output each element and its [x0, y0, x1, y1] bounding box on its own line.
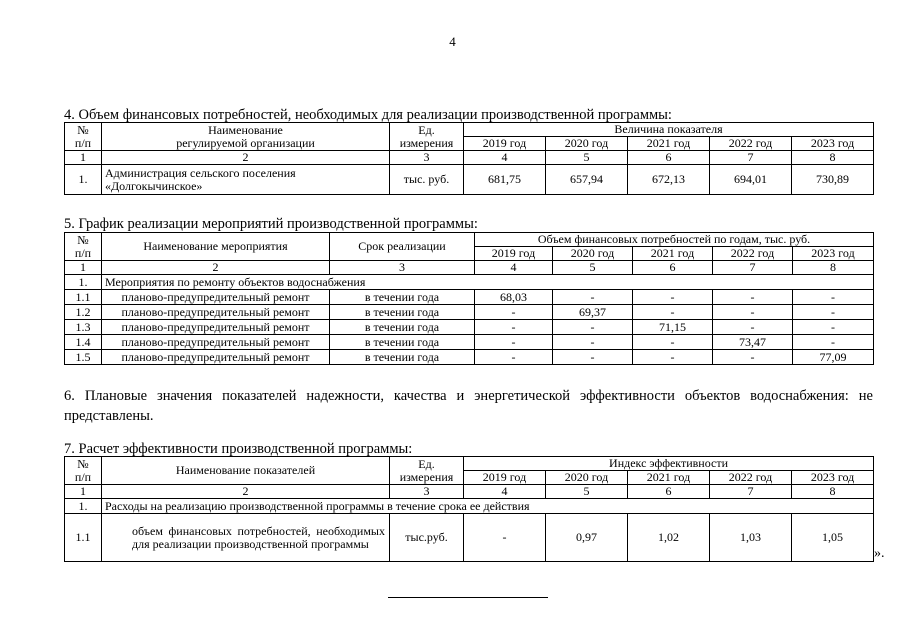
column-number-row [65, 261, 874, 275]
value-cell: 69,37 [553, 305, 633, 320]
col-number: 8 [792, 151, 874, 165]
value-cell: 672,13 [628, 165, 710, 195]
value-cell: - [475, 335, 553, 350]
col-number: 2 [102, 485, 390, 499]
col-number: 7 [710, 485, 792, 499]
row-num: 1.5 [65, 350, 102, 365]
row-name: планово-предупредительный ремонт [102, 350, 330, 365]
value-cell: 68,03 [475, 290, 553, 305]
year-header: 2019 год [475, 247, 553, 261]
col-number: 6 [628, 151, 710, 165]
value-cell: - [553, 320, 633, 335]
col-number: 1 [65, 261, 102, 275]
header-name-cell: Наименование регулируемой организации [102, 123, 390, 151]
value-cell: 730,89 [792, 165, 874, 195]
header-unit-cell: Ед. измерения [390, 457, 464, 485]
table-row [65, 335, 874, 350]
col-number: 7 [710, 151, 792, 165]
value-cell: - [633, 305, 713, 320]
year-header: 2022 год [713, 247, 793, 261]
group-row [65, 275, 874, 290]
value-cell: - [713, 320, 793, 335]
row-num: 1. [65, 275, 102, 290]
row-name: планово-предупредительный ремонт [102, 335, 330, 350]
row-num: 1.2 [65, 305, 102, 320]
group-label: Мероприятия по ремонту объектов водоснабжения [102, 275, 874, 290]
row-num: 1.1 [65, 514, 102, 562]
group-row [65, 499, 874, 514]
value-cell: 73,47 [713, 335, 793, 350]
value-cell: - [553, 290, 633, 305]
value-cell: 0,97 [546, 514, 628, 562]
row-name: планово-предупредительный ремонт [102, 305, 330, 320]
col-number: 5 [546, 485, 628, 499]
value-cell: - [793, 290, 874, 305]
row-name: Администрация сельского поселения «Долгокычинское» [102, 165, 390, 195]
header-num-cell: № п/п [65, 233, 102, 261]
col-number: 8 [793, 261, 874, 275]
value-cell: 77,09 [793, 350, 874, 365]
section-4-table [64, 122, 874, 195]
col-number: 8 [792, 485, 874, 499]
col-number: 3 [390, 485, 464, 499]
header-name-cell: Наименование показателей [102, 457, 390, 485]
col-number: 2 [102, 261, 330, 275]
header-unit-cell: Ед. измерения [390, 123, 464, 151]
col-number: 6 [628, 485, 710, 499]
value-cell: 681,75 [464, 165, 546, 195]
col-number: 1 [65, 485, 102, 499]
value-cell: - [713, 290, 793, 305]
col-number: 5 [546, 151, 628, 165]
header-name-cell: Наименование мероприятия [102, 233, 330, 261]
table-row [65, 514, 874, 562]
year-header: 2020 год [546, 137, 628, 151]
year-header: 2019 год [464, 137, 546, 151]
year-header: 2020 год [546, 471, 628, 485]
header-group-cell: Величина показателя [464, 123, 874, 137]
row-name: объем финансовых потребностей, необходимых для реализации производственной программы [102, 514, 390, 562]
value-cell: 1,02 [628, 514, 710, 562]
year-header: 2021 год [628, 471, 710, 485]
col-number: 7 [713, 261, 793, 275]
year-header: 2019 год [464, 471, 546, 485]
value-cell: - [633, 350, 713, 365]
col-number: 4 [464, 151, 546, 165]
header-group-cell: Объем финансовых потребностей по годам, тыс. руб. [475, 233, 874, 247]
group-label: Расходы на реализацию производственной программы в течение срока ее действия [102, 499, 874, 514]
value-cell: - [475, 350, 553, 365]
section-4-title: 4. Объем финансовых потребностей, необходимых для реализации производственной программы: [64, 107, 672, 123]
section-7-title: 7. Расчет эффективности производственной программы: [64, 441, 413, 457]
col-number: 3 [390, 151, 464, 165]
row-name: планово-предупредительный ремонт [102, 290, 330, 305]
col-number: 6 [633, 261, 713, 275]
value-cell: - [464, 514, 546, 562]
year-header: 2021 год [628, 137, 710, 151]
header-num-cell: № п/п [65, 123, 102, 151]
value-cell: - [793, 320, 874, 335]
col-number: 1 [65, 151, 102, 165]
value-cell: 71,15 [633, 320, 713, 335]
row-term: в течении года [330, 350, 475, 365]
col-number: 5 [553, 261, 633, 275]
year-header: 2022 год [710, 137, 792, 151]
table-row [65, 350, 874, 365]
row-num: 1. [65, 499, 102, 514]
section-6-text: 6. Плановые значения показателей надежности, качества и энергетической эффективности объектов водоснабжения: не представлены. [64, 388, 873, 424]
value-cell: - [713, 350, 793, 365]
value-cell: - [633, 335, 713, 350]
year-header: 2020 год [553, 247, 633, 261]
value-cell: - [475, 305, 553, 320]
row-num: 1.4 [65, 335, 102, 350]
table-row [65, 305, 874, 320]
value-cell: - [793, 335, 874, 350]
footnote-rule [388, 597, 548, 598]
table-row [65, 320, 874, 335]
row-num: 1.3 [65, 320, 102, 335]
value-cell: 657,94 [546, 165, 628, 195]
header-term-cell: Срок реализации [330, 233, 475, 261]
header-num-cell: № п/п [65, 457, 102, 485]
row-term: в течении года [330, 305, 475, 320]
row-term: в течении года [330, 335, 475, 350]
value-cell: 1,03 [710, 514, 792, 562]
section-5-title: 5. График реализации мероприятий производственной программы: [64, 216, 478, 232]
year-header: 2023 год [793, 247, 874, 261]
value-cell: - [633, 290, 713, 305]
column-number-row [65, 151, 874, 165]
value-cell: - [475, 320, 553, 335]
year-header: 2023 год [792, 471, 874, 485]
value-cell: - [793, 305, 874, 320]
table-row [65, 290, 874, 305]
column-number-row [65, 485, 874, 499]
year-header: 2023 год [792, 137, 874, 151]
row-term: в течении года [330, 320, 475, 335]
col-number: 4 [475, 261, 553, 275]
value-cell: - [553, 335, 633, 350]
row-name: планово-предупредительный ремонт [102, 320, 330, 335]
value-cell: 694,01 [710, 165, 792, 195]
row-unit: тыс. руб. [390, 165, 464, 195]
closing-quote: ». [874, 546, 885, 561]
col-number: 4 [464, 485, 546, 499]
value-cell: - [553, 350, 633, 365]
row-unit: тыс.руб. [390, 514, 464, 562]
year-header: 2021 год [633, 247, 713, 261]
year-header: 2022 год [710, 471, 792, 485]
row-num: 1. [65, 165, 102, 195]
table-row [65, 165, 874, 195]
col-number: 3 [330, 261, 475, 275]
row-term: в течении года [330, 290, 475, 305]
section-7-table [64, 456, 874, 562]
section-5-table [64, 232, 874, 365]
header-group-cell: Индекс эффективности [464, 457, 874, 471]
col-number: 2 [102, 151, 390, 165]
value-cell: - [713, 305, 793, 320]
row-num: 1.1 [65, 290, 102, 305]
page-number: 4 [449, 34, 456, 49]
value-cell: 1,05 [792, 514, 874, 562]
